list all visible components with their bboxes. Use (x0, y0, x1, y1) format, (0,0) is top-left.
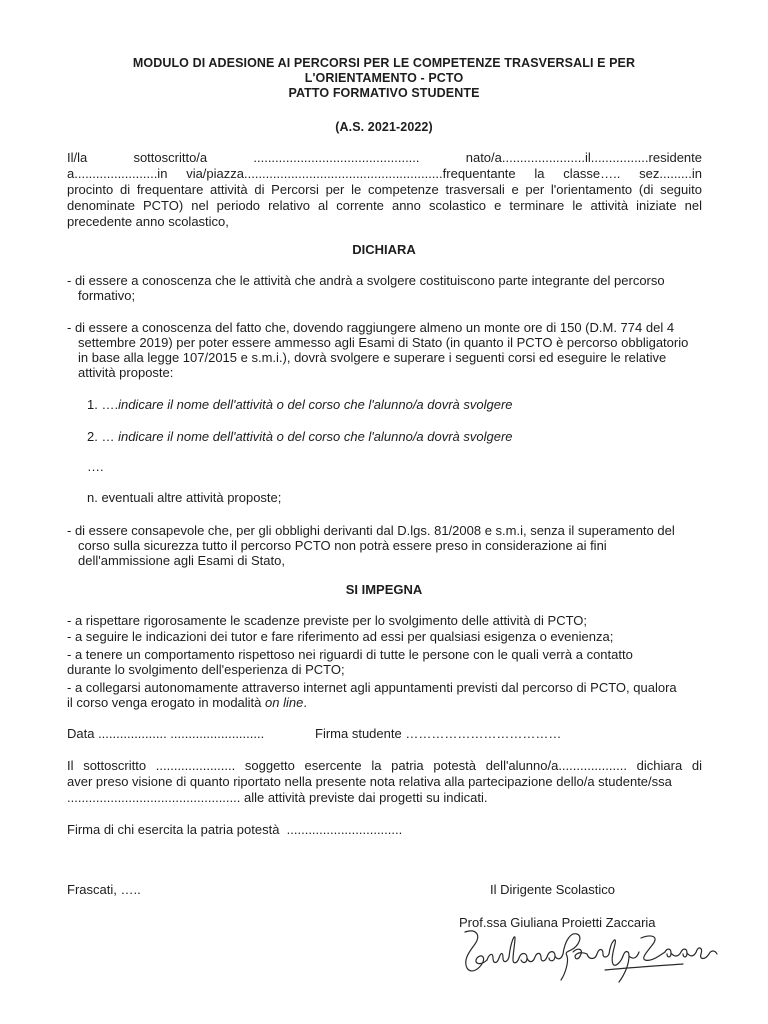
impegna-item-4-line-2 (67, 695, 307, 710)
impegna-item-4-line-1: - a collegarsi autonomamente attraverso internet agli appuntamenti previsti dal percorso di PCTO, qualora (67, 680, 677, 695)
impegna-item-1: - a rispettare rigorosamente le scadenze previste per lo svolgimento delle attività di PCTO; (67, 613, 588, 628)
principal-title: Il Dirigente Scolastico (490, 882, 615, 897)
impegna-item-4-period: . (303, 695, 307, 710)
student-signature-field: Firma studente ……………………………… (315, 726, 562, 741)
principal-name: Prof.ssa Giuliana Proietti Zaccaria (459, 915, 656, 930)
date-field: Data ................... .......................... (67, 726, 265, 741)
list-item-n: n. eventuali altre attività proposte; (87, 490, 282, 505)
impegna-item-3-line-2: durante lo svolgimento dell'esperienza di PCTO; (67, 662, 345, 677)
intro-line-5: precedente anno scolastico, (67, 214, 229, 229)
list-item-2-text: indicare il nome dell'attività o del corso che l'alunno/a dovrà svolgere (118, 429, 513, 444)
parent-signature-field: Firma di chi esercita la patria potestà ................................ (67, 822, 403, 837)
dichiara-p1-line-1: - di essere a conoscenza che le attività che andrà a svolgere costituiscono parte integrante del percorso (67, 273, 665, 288)
intro-line-1: Il/la sottoscritto/a .............................................. nato/a.......................il................residente (67, 150, 702, 165)
list-item-2 (87, 429, 513, 444)
intro-line-3: procinto di frequentare attività di Percorsi per le competenze trasversali e per l'orientamento (di seguito (67, 182, 702, 197)
intro-line-2: a.......................in via/piazza.......................................................frequentante la classe….. sez.........in (67, 166, 702, 181)
school-year: (A.S. 2021-2022) (335, 120, 433, 134)
dichiara-p1-line-2: formativo; (78, 288, 136, 303)
list-item-2-number: 2. … (87, 429, 119, 444)
heading-si-impegna: SI IMPEGNA (345, 582, 423, 597)
impegna-item-3-line-1: - a tenere un comportamento rispettoso nei riguardi di tutte le persone con le quali verrà a contatto (67, 647, 633, 662)
title-line-1: MODULO DI ADESIONE AI PERCORSI PER LE COMPETENZE TRASVERSALI E PER (132, 56, 636, 70)
dichiara-p2-line-1: - di essere a conoscenza del fatto che, dovendo raggiungere almeno un monte ore di 150 (D.M. 774 del 4 (67, 320, 675, 335)
list-item-1-text: indicare il nome dell'attività o del corso che l'alunno/a dovrà svolgere (118, 397, 513, 412)
dichiara-p3-line-2: corso sulla sicurezza tutto il percorso PCTO non potrà essere preso in considerazione ai fini (78, 538, 607, 553)
list-item-1 (87, 397, 513, 412)
parent-line-3: ................................................ alle attività previste dai progetti su indicati. (67, 790, 488, 805)
impegna-item-4-online: on line (265, 695, 304, 710)
impegna-item-4-text: il corso venga erogato in modalità (67, 695, 266, 710)
dichiara-p3-line-1: - di essere consapevole che, per gli obblighi derivanti dal D.lgs. 81/2008 e s.m.i, senza il superamento del (67, 523, 675, 538)
list-item-1-number: 1. …. (87, 397, 119, 412)
heading-dichiara: DICHIARA (352, 242, 416, 257)
handwritten-signature (455, 930, 720, 990)
parent-line-1: Il sottoscritto ...................... soggetto esercente la patria potestà dell'alunno/a................... dichiara di (67, 758, 702, 773)
dichiara-p2-line-4: attività proposte: (78, 365, 174, 380)
dichiara-p2-line-2: settembre 2019) per poter essere ammesso agli Esami di Stato (in quanto il PCTO è percorso obbligatorio (78, 335, 689, 350)
impegna-item-2: - a seguire le indicazioni dei tutor e fare riferimento ad essi per qualsiasi esigenza o evenienza; (67, 629, 614, 644)
list-ellipsis: …. (87, 459, 104, 474)
dichiara-p2-line-3: in base alla legge 107/2015 e s.m.i.), dovrà svolgere e superare i seguenti corsi ed eseguire le relative (78, 350, 667, 365)
intro-line-4: denominate PCTO) nel periodo relativo al corrente anno scolastico e terminare le attività iniziate nel (67, 198, 702, 213)
parent-line-2: aver preso visione di quanto riportato nella presente nota relativa alla partecipazione dello/a studente/ssa (67, 774, 672, 789)
title-line-2: L'ORIENTAMENTO - PCTO (304, 71, 464, 85)
place-date: Frascati, ….. (67, 882, 141, 897)
title-line-3: PATTO FORMATIVO STUDENTE (288, 86, 480, 100)
dichiara-p3-line-3: dell'ammissione agli Esami di Stato, (78, 553, 285, 568)
